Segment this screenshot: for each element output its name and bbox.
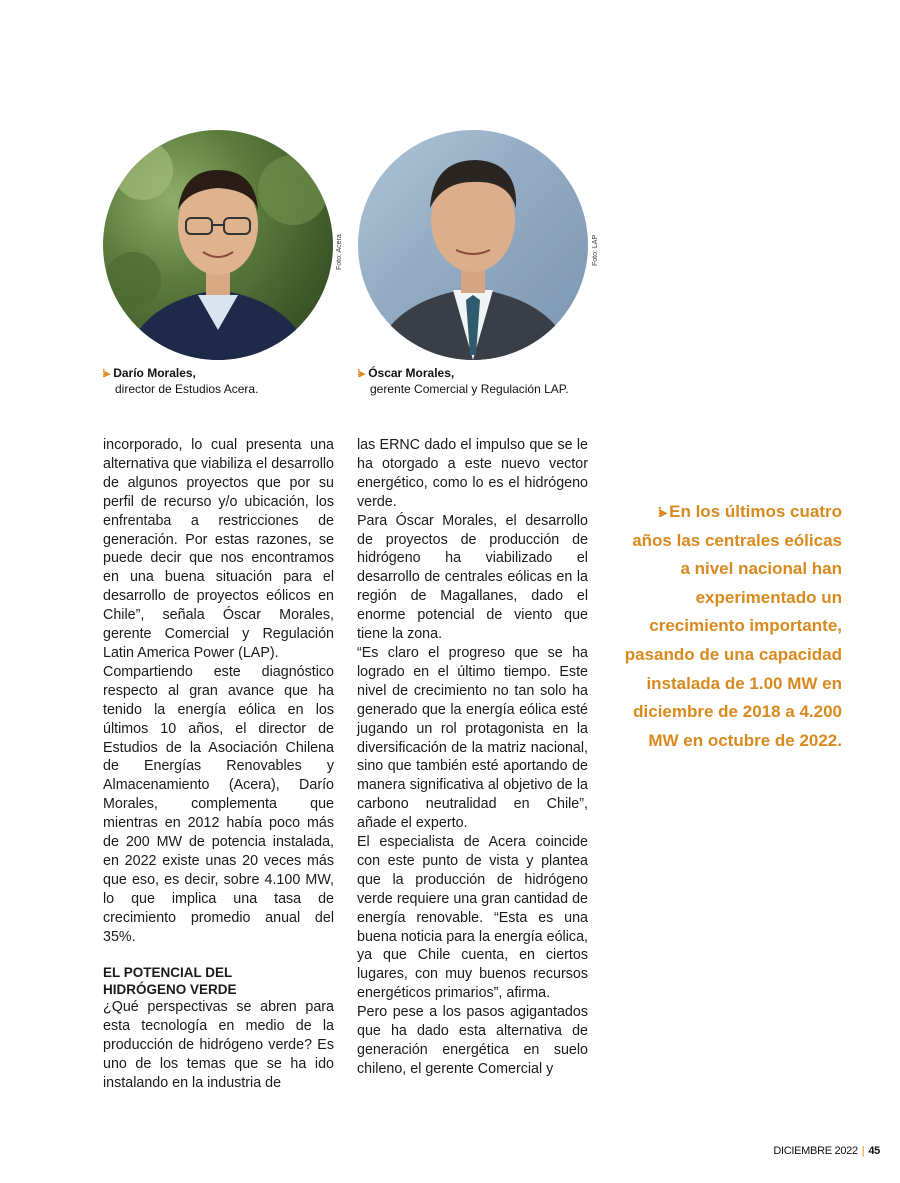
col2-paragraph-1: las ERNC dado el impulso que se le ha otorgado a este nuevo vector energético, como lo es el hidrógeno verde. (357, 437, 588, 510)
caption-dario (102, 366, 258, 397)
issue-date: DICIEMBRE 2022 (773, 1145, 858, 1157)
pull-quote-text: En los últimos cuatro años las centrales eólicas a nivel nacional han experimentado un crecimiento importante, pasando de una capacidad instalada de 1.00 MW en diciembre de 2018 a 4.200 MW en octubre de 2022. (624, 502, 842, 750)
photo-credit-acera: Foto: Acera (336, 234, 343, 270)
col2-paragraph-3: “Es claro el progreso que se ha logrado en el último tiempo. Este nivel de crecimiento no tan solo ha generado que la energía eólica esté jugando un rol protagonista en la diversificación de la matriz nacional, sino que también esté aportando de manera significativa al objetivo de la carbono neutralidad en Chile”, añade el experto. (357, 644, 588, 832)
article-column-1 (103, 436, 334, 1093)
page-footer (773, 1145, 880, 1157)
page-number: 45 (868, 1145, 880, 1157)
col2-paragraph-4: El especialista de Acera coincide con este punto de vista y plantea que la producción de hidrógeno verde requiere una gran cantidad de energía renovable. “Esta es una buena noticia para la energía eólica, ya que Chile cuenta, en ciertos lugares, con muy buenos recursos energéticos primarios”, afirma. (357, 834, 588, 1002)
caption-dario-name: Darío Morales, (113, 366, 196, 380)
col1-paragraph-1: incorporado, lo cual presenta una alternativa que viabiliza el desarrollo de algunos proyectos que por su perfil de recurso y/o ubicación, los enfrentaba a restricciones de generación. Por estas razones, se puede decir que nos encontramos en una buena situación para el desarrollo de proyectos eólicos en Chile”, señala Óscar Morales, gerente Comercial y Regulación Latin America Power (LAP). (103, 437, 334, 661)
article-column-2 (357, 436, 588, 1079)
bullet-icon: ⁞▸ (657, 504, 666, 520)
caption-dario-role: director de Estudios Acera. (115, 382, 259, 396)
footer-separator: | (861, 1145, 865, 1157)
pull-quote (624, 498, 842, 755)
bullet-icon: ⁞▸ (357, 368, 365, 380)
section-heading-line-1: EL POTENCIAL DEL (103, 965, 233, 981)
portrait-dario-illustration (103, 130, 333, 360)
col1-paragraph-2: Compartiendo este diagnóstico respecto al gran avance que ha tenido la energía eólica en los últimos 10 años, el director de Estudios de la Asociación Chilena de Energías Renovables y Almacenamiento (Acera), Darío Morales, complementa que mientras en 2012 había poco más de 200 MW de potencia instalada, en 2022 existe unas 20 veces más que eso, es decir, sobre 4.100 MW, lo que implica una tasa de crecimiento promedio anual del 35%. (103, 663, 334, 945)
caption-oscar-role: gerente Comercial y Regulación LAP. (370, 382, 569, 396)
col2-paragraph-2: Para Óscar Morales, el desarrollo de proyectos de producción de hidrógeno ha viabilizado el desarrollo de centrales eólicas en la región de Magallanes, dado el enorme potencial de viento que tiene la zona. (357, 512, 588, 643)
col2-paragraph-5: Pero pese a los pasos agigantados que ha dado esta alternativa de generación energética en suelo chileno, el gerente Comercial y (357, 1004, 588, 1077)
portrait-oscar-illustration (358, 130, 588, 360)
portrait-dario-morales (103, 130, 333, 360)
caption-oscar-name: Óscar Morales, (368, 366, 455, 380)
photo-credit-lap: Foto: LAP (592, 234, 599, 266)
col1-paragraph-3: ¿Qué perspectivas se abren para esta tecnología en medio de la producción de hidrógeno verde? Es uno de los temas que se ha ido instalando en la industria de (103, 999, 334, 1092)
section-heading-line-2: HIDRÓGENO VERDE (103, 982, 237, 998)
bullet-icon: ⁞▸ (102, 368, 110, 380)
portrait-oscar-morales (358, 130, 588, 360)
caption-oscar (357, 366, 569, 397)
